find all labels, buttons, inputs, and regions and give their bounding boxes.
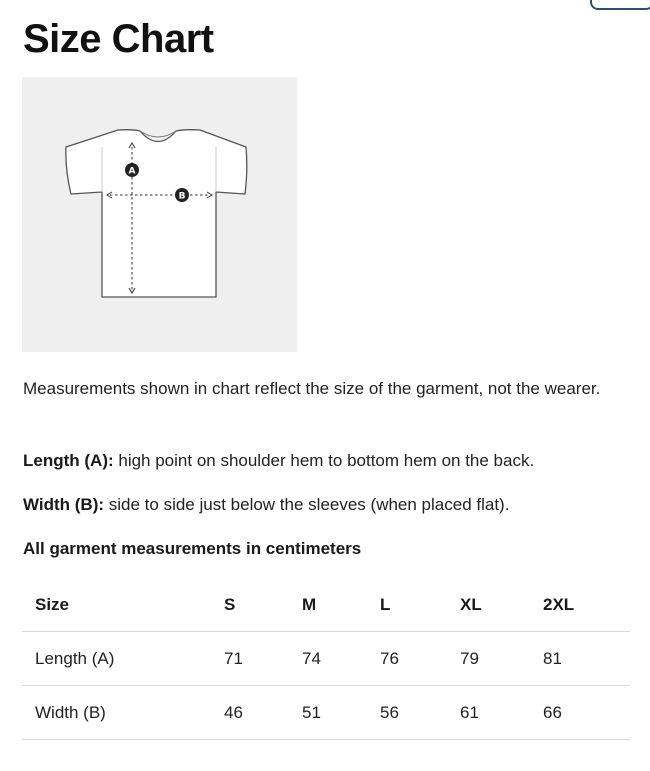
row-label-width: Width (B) xyxy=(35,702,106,722)
table-header-row xyxy=(22,578,630,632)
table-row xyxy=(22,632,630,686)
header-s: S xyxy=(224,594,236,614)
tshirt-diagram xyxy=(22,77,297,352)
cell-length-xl: 79 xyxy=(460,648,479,668)
cell-width-2xl: 66 xyxy=(543,702,562,722)
svg-text:A: A xyxy=(128,166,136,177)
cell-width-l: 56 xyxy=(380,702,399,722)
cell-length-2xl: 81 xyxy=(543,648,562,668)
cell-width-xl: 61 xyxy=(460,702,479,722)
header-m: M xyxy=(302,594,317,614)
page-title: Size Chart xyxy=(23,17,214,61)
length-label: Length (A): xyxy=(23,451,114,470)
row-label-length: Length (A) xyxy=(35,648,115,668)
width-definition xyxy=(23,491,623,518)
cell-length-m: 74 xyxy=(302,648,321,668)
svg-text:B: B xyxy=(178,191,186,202)
header-size: Size xyxy=(35,594,70,614)
table-row xyxy=(22,686,630,740)
cell-length-l: 76 xyxy=(380,648,399,668)
disclaimer-text: Measurements shown in chart reflect the size of the garment, not the wearer. xyxy=(23,379,601,398)
tshirt-illustration xyxy=(22,77,297,352)
header-l: L xyxy=(380,594,391,614)
size-table xyxy=(22,578,630,740)
marker-a xyxy=(125,163,139,177)
corner-button[interactable] xyxy=(590,0,650,10)
units-note: All garment measurements in centimeters xyxy=(23,539,362,558)
width-label: Width (B): xyxy=(23,495,105,514)
tshirt-outline xyxy=(66,130,247,297)
cell-width-m: 51 xyxy=(302,702,321,722)
width-description: side to side just below the sleeves (when placed flat). xyxy=(104,495,510,514)
marker-b xyxy=(175,188,189,202)
cell-length-s: 71 xyxy=(224,648,243,668)
length-description: high point on shoulder hem to bottom hem on the back. xyxy=(113,451,535,470)
cell-width-s: 46 xyxy=(224,702,243,722)
header-2xl: 2XL xyxy=(543,594,575,614)
length-definition xyxy=(23,447,623,474)
header-xl: XL xyxy=(460,594,482,614)
